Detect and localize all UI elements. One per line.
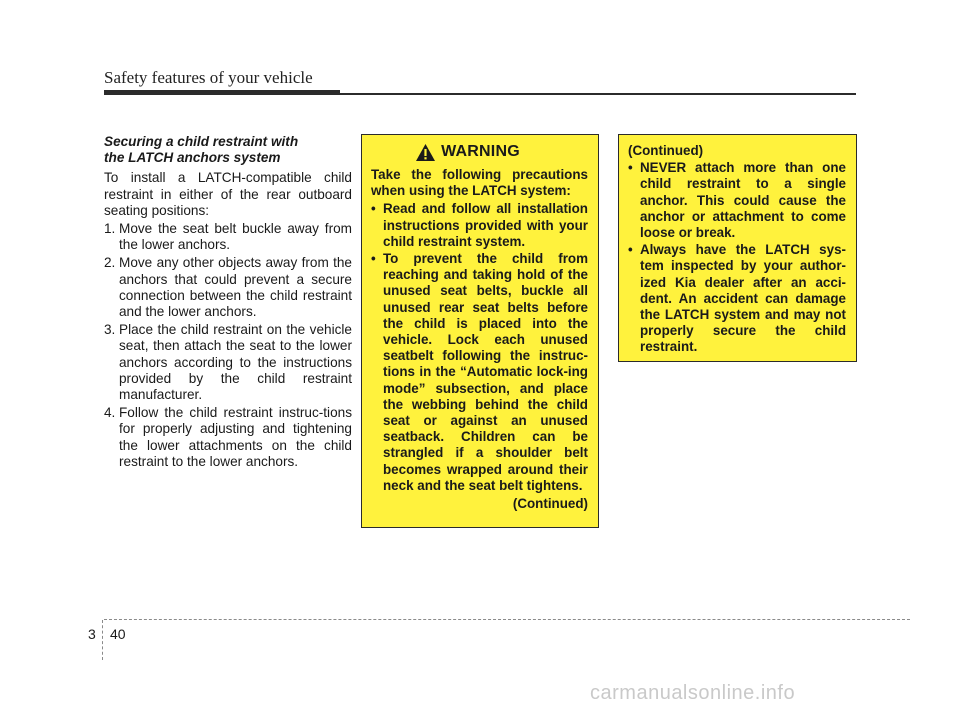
step-text: Follow the child restraint instruc-tions for properly adjusting and tightening the lower attachments on the child restraint to the lower anchors. xyxy=(119,405,352,469)
warning-bullet xyxy=(371,201,588,250)
bullet-text: To prevent the child from reaching and taking hold of the unused seat belts, buckle all unused rear seat belts before the child is placed into the vehicle. Lock each unused seatbelt following the instruc-tions in the “Automatic lock-ing mode” subsection, and place the webbing behind the child seat or against an unused seatback. Children can be strangled if a shoulder belt becomes wrapped around their neck and the seat belt tightens. xyxy=(383,251,588,493)
header-rule-thin xyxy=(340,93,856,95)
step-item xyxy=(104,322,352,403)
bullet-dot: • xyxy=(371,251,376,267)
subheading-line-2: the LATCH anchors system xyxy=(104,150,281,166)
bullet-dot: • xyxy=(371,201,376,217)
step-text: Place the child restraint on the vehicle seat, then attach the seat to the lower anchors according to the instructions provided by the child restraint manufacturer. xyxy=(119,322,352,403)
warning-bullets xyxy=(371,201,588,494)
intro-paragraph: To install a LATCH-compatible child restraint in either of the rear outboard seating positions: xyxy=(104,170,352,218)
step-text: Move the seat belt buckle away from the lower anchors. xyxy=(119,221,352,253)
header-rule-thick xyxy=(104,90,340,95)
warning-intro: Take the following precautions when using the LATCH system: xyxy=(371,167,588,199)
footer-dashed-divider xyxy=(102,620,103,660)
warning-continued-box xyxy=(618,134,857,362)
step-number: 3. xyxy=(104,322,116,338)
watermark-text: carmanualsonline.info xyxy=(590,682,796,704)
step-number: 4. xyxy=(104,405,116,421)
continued-bullets xyxy=(628,160,846,355)
continued-label: (Continued) xyxy=(628,143,704,158)
warning-title: WARNING xyxy=(441,143,520,161)
bullet-text: Read and follow all installation instructions provided with your child restraint system. xyxy=(383,201,588,249)
step-text: Move any other objects away from the anchors that could prevent a secure connection between the child restraint and the lower anchors. xyxy=(119,255,352,320)
page-number: 40 xyxy=(110,626,126,642)
bullet-dot: • xyxy=(628,242,633,258)
bullet-text: Always have the LATCH sys-tem inspected by your author-ized Kia dealer after an acci-dent. An accident can damage the LATCH system and may not properly secure the child restraint. xyxy=(640,242,846,355)
subheading-line-1: Securing a child restraint with xyxy=(104,134,299,149)
step-item xyxy=(104,255,352,320)
warning-heading xyxy=(371,143,588,162)
warning-bullet xyxy=(371,251,588,494)
step-item xyxy=(104,221,352,253)
continued-label: (Continued) xyxy=(512,496,588,512)
warning-triangle-icon xyxy=(415,143,436,162)
section-subheading xyxy=(104,134,352,166)
warning-box xyxy=(361,134,599,528)
steps-list xyxy=(104,221,352,470)
bullet-text: NEVER attach more than one child restraint to a single anchor. This could cause the anchor or attachment to come loose or break. xyxy=(640,160,846,241)
step-item xyxy=(104,405,352,470)
bullet-dot: • xyxy=(628,160,633,176)
page-header-title: Safety features of your vehicle xyxy=(104,68,313,87)
footer-dashed-rule xyxy=(104,619,910,620)
warning-bullet xyxy=(628,160,846,241)
left-column xyxy=(104,134,352,472)
warning-bullet xyxy=(628,242,846,355)
step-number: 1. xyxy=(104,221,116,237)
chapter-number: 3 xyxy=(88,626,96,642)
step-number: 2. xyxy=(104,255,116,271)
